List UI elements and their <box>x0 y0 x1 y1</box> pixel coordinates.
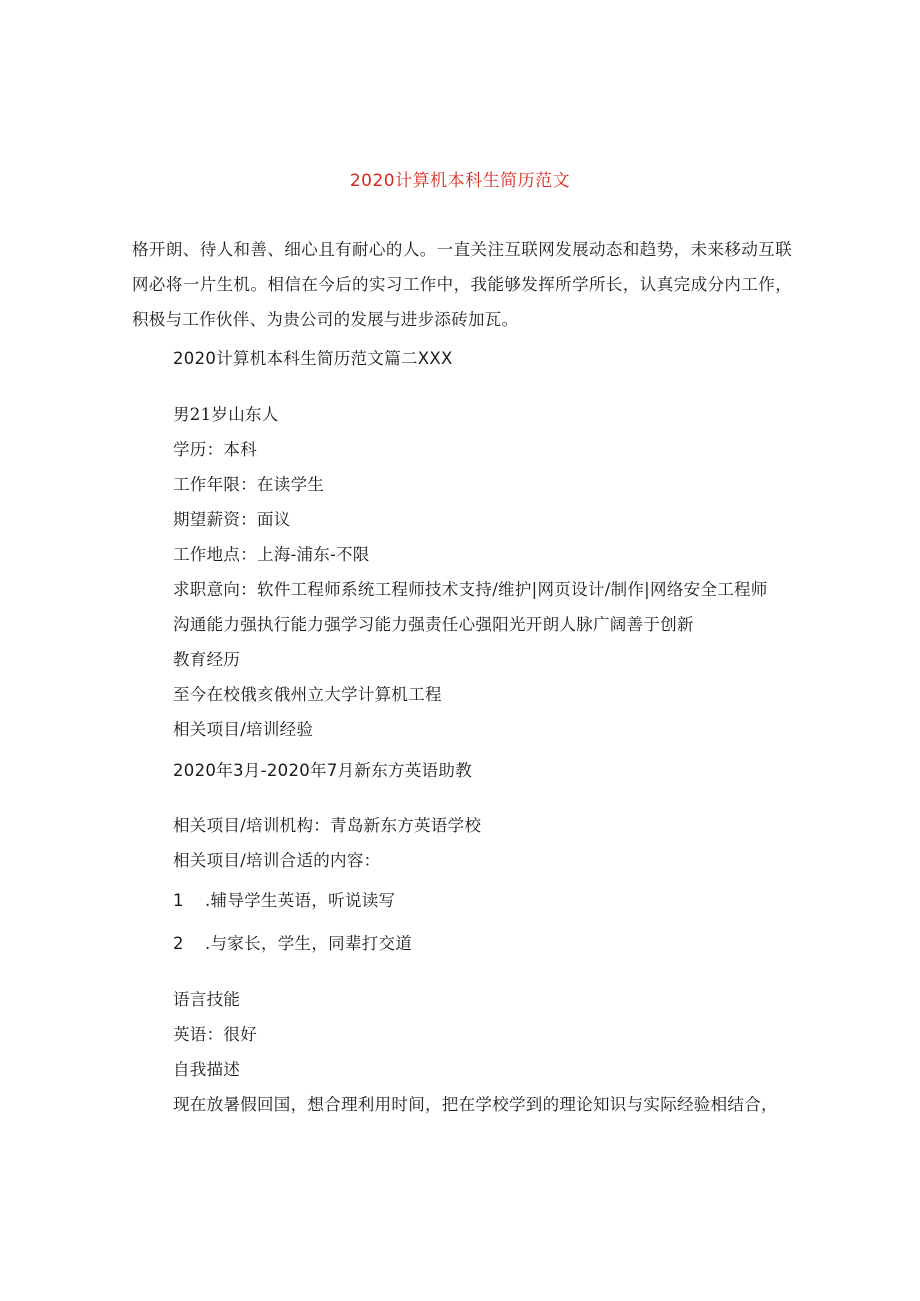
list-item-number: 1 <box>173 891 184 910</box>
self-description-heading: 自我描述 <box>173 1060 241 1079</box>
list-item <box>173 887 395 911</box>
list-item-number: 2 <box>173 934 184 953</box>
section2-heading: 2020计算机本科生简历范文篇二XXX <box>173 349 453 368</box>
profile-work-years: 工作年限：在读学生 <box>173 475 325 494</box>
education-heading: 教育经历 <box>173 650 241 669</box>
profile-salary: 期望薪资：面议 <box>173 510 291 529</box>
list-item-text: .辅导学生英语，听说读写 <box>205 891 396 910</box>
projects-content-label: 相关项目/培训合适的内容： <box>173 851 381 870</box>
projects-heading: 相关项目/培训经验 <box>173 720 314 739</box>
page-title: 2020计算机本科生简历范文 <box>349 171 571 191</box>
projects-period: 2020年3月-2020年7月新东方英语助教 <box>173 761 473 780</box>
profile-location: 工作地点：上海-浦东-不限 <box>173 545 370 564</box>
intro-paragraph: 格开朗、待人和善、细心且有耐心的人。一直关注互联网发展动态和趋势，未来移动互联网必将一片生机。相信在今后的实习工作中，我能够发挥所学所长，认真完成分内工作，积极与工作伙伴、为贵公司的发展与进步添砖加瓦。 <box>132 240 792 329</box>
self-description-text: 现在放暑假回国，想合理利用时间，把在学校学到的理论知识与实际经验相结合， <box>173 1095 778 1114</box>
language-heading: 语言技能 <box>173 990 241 1009</box>
education-entry: 至今在校俄亥俄州立大学计算机工程 <box>173 685 442 704</box>
list-item-text: .与家长，学生，同辈打交道 <box>205 934 413 953</box>
profile-education: 学历：本科 <box>173 440 257 459</box>
projects-institution: 相关项目/培训机构：青岛新东方英语学校 <box>173 816 482 835</box>
list-item <box>173 930 412 954</box>
profile-strengths: 沟通能力强执行能力强学习能力强责任心强阳光开朗人脉广阔善于创新 <box>173 615 694 634</box>
profile-intention: 求职意向：软件工程师系统工程师技术支持/维护|网页设计/制作|网络安全工程师 <box>173 580 768 599</box>
profile-basic: 男21岁山东人 <box>173 405 279 424</box>
language-english: 英语：很好 <box>173 1025 257 1044</box>
